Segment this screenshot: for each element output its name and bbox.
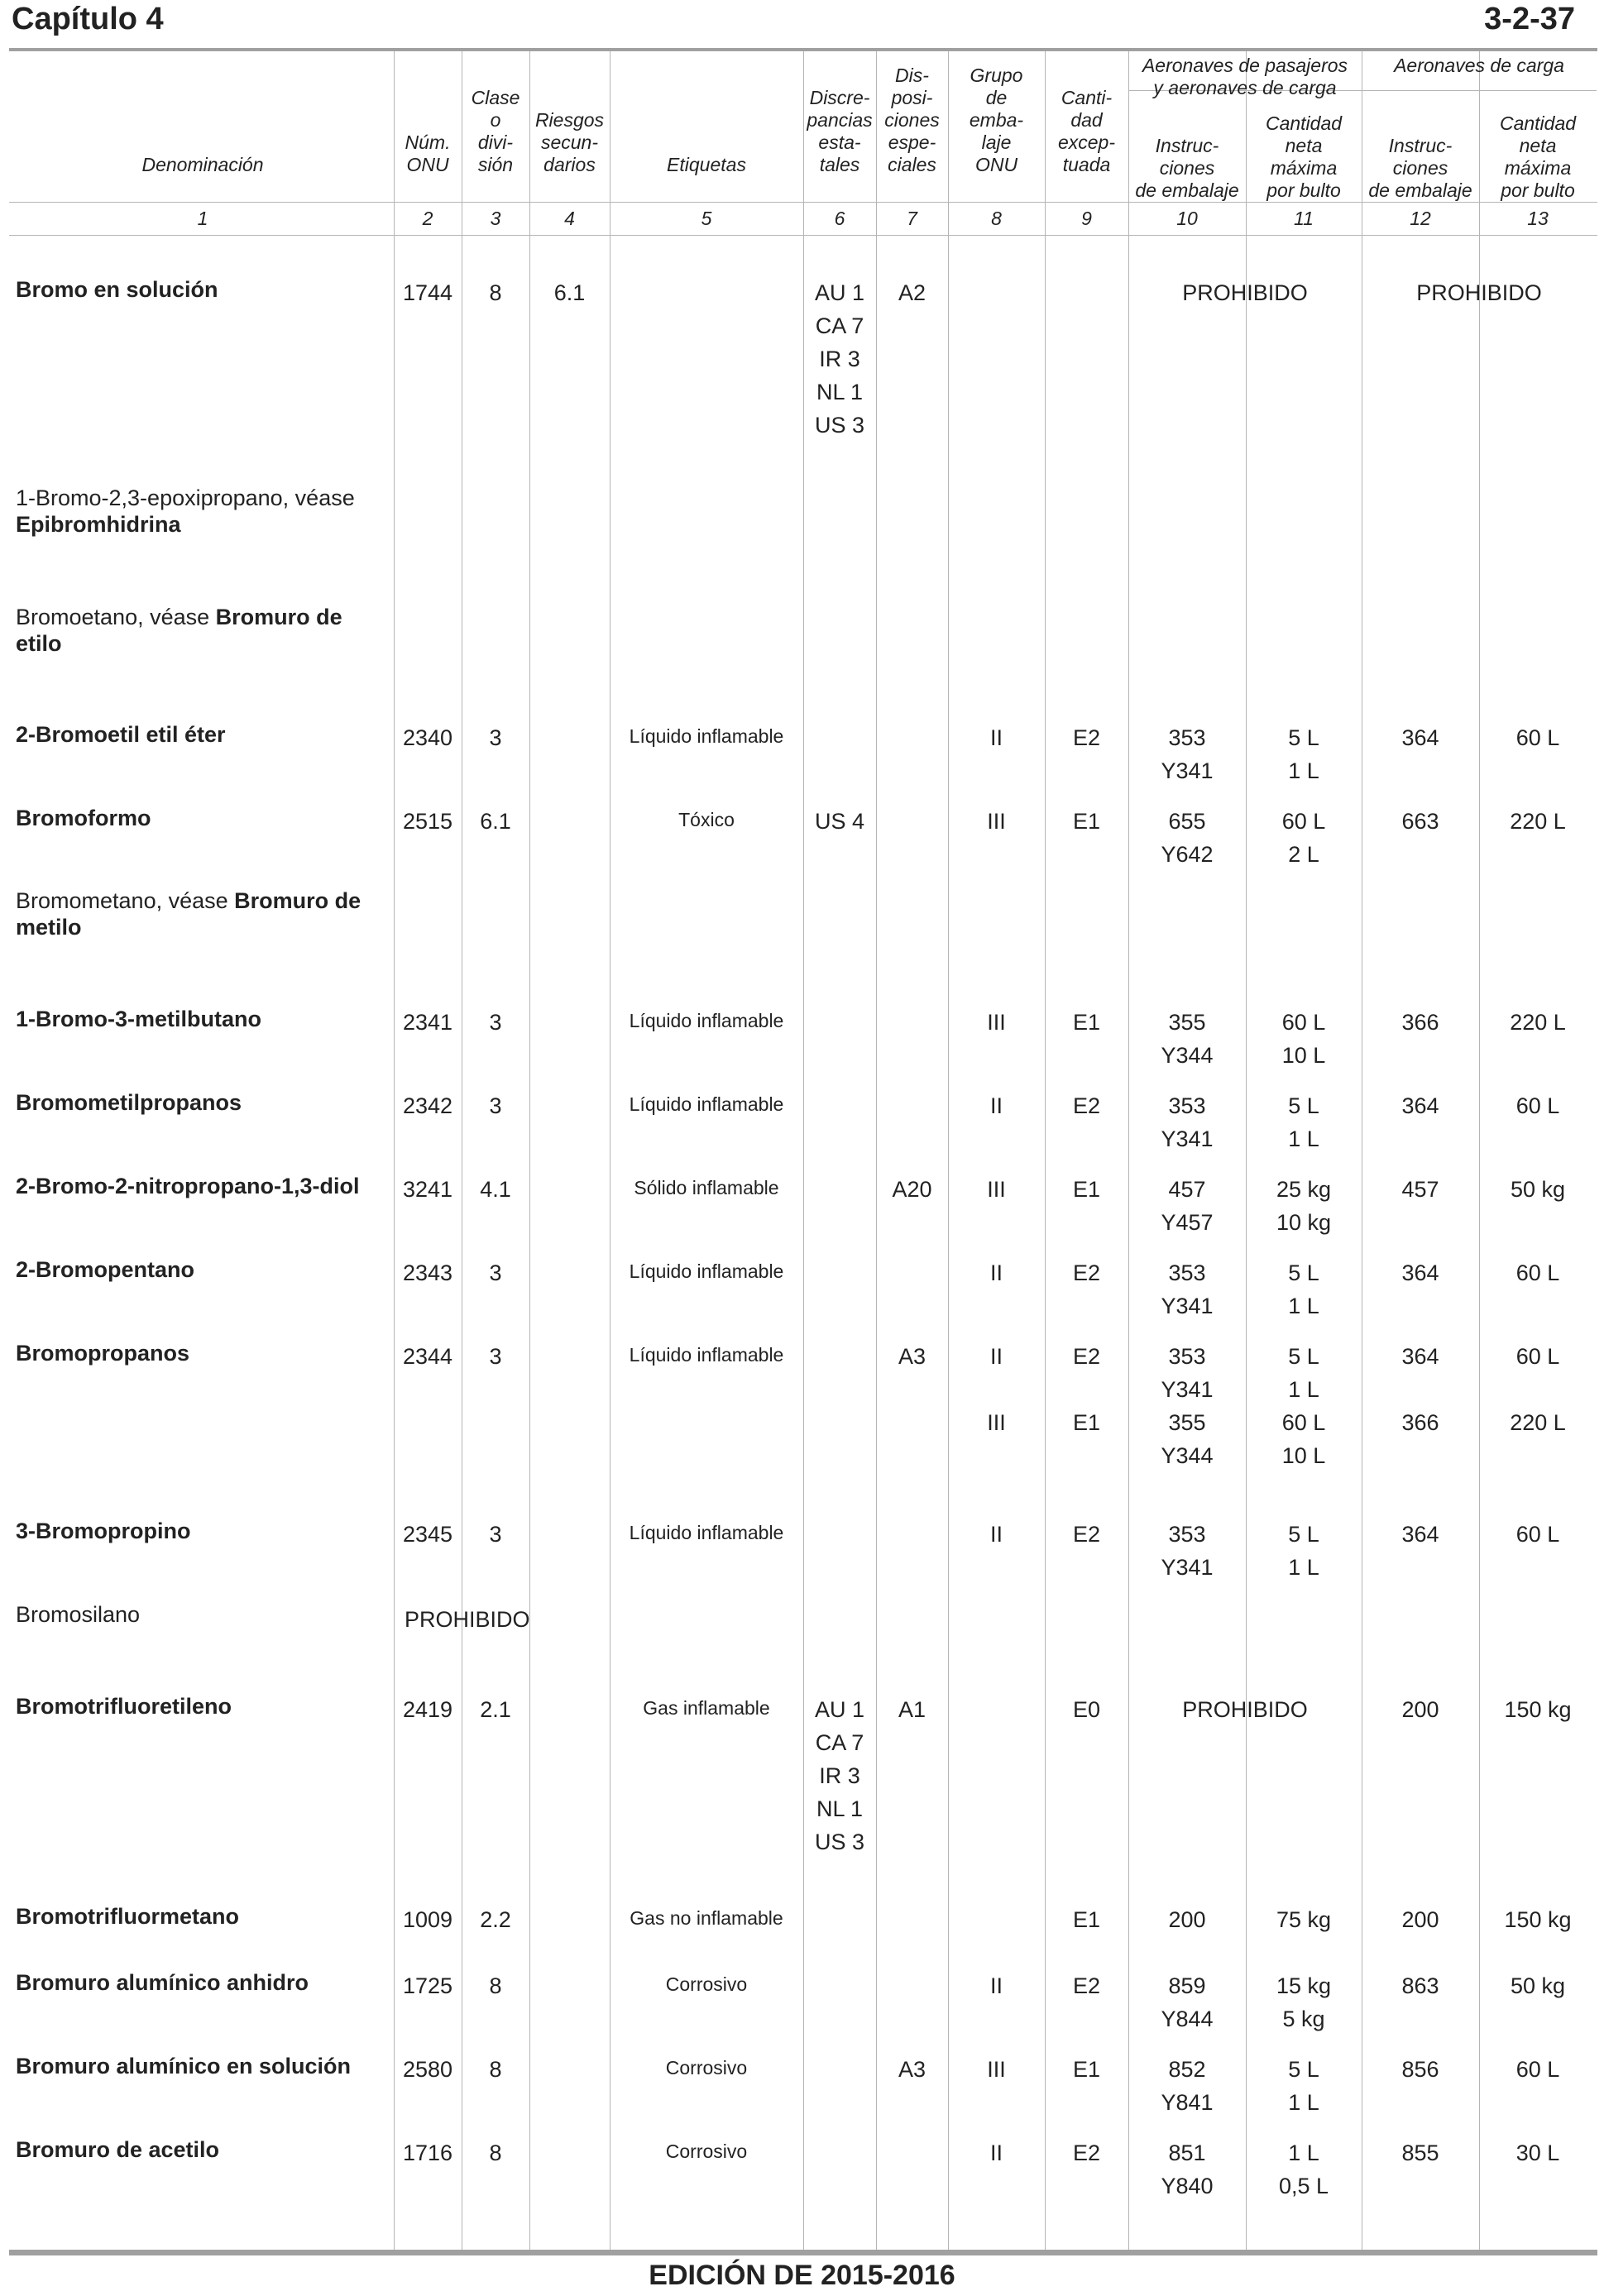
page-number: 3-2-37: [1484, 2, 1575, 36]
cross-reference: 1-Bromo-2,3-epoxipropano, véase Epibromhidrina: [16, 486, 355, 537]
col-header-carga-group: Aeronaves de carga: [1394, 55, 1564, 76]
col-header-cantidad-exceptuada: Canti- dad excep- tuada: [1057, 87, 1116, 175]
col-header-instrucciones-carga: Instruc- ciones de embalaje: [1368, 135, 1472, 201]
cross-reference: Bromoetano, véase Bromuro de etilo: [16, 605, 342, 656]
chapter-title: Capítulo 4: [12, 2, 164, 36]
col-header-grupo: Grupo de emba- laje ONU: [969, 65, 1024, 175]
col-header-clase: Clase o divi- sión: [471, 87, 520, 175]
edition-footer: EDICIÓN DE 2015-2016: [649, 2260, 955, 2291]
col-header-disposiciones: Dis- posi- ciones espe- ciales: [884, 65, 940, 175]
col-header-pasajeros-group: Aeronaves de pasajeros y aeronaves de carga: [1142, 55, 1348, 98]
bottom-rule: [9, 2250, 1597, 2255]
cross-reference: Bromometano, véase Bromuro de metilo: [16, 888, 361, 940]
col-header-cantidad-pax: Cantidad neta máxima por bulto: [1265, 112, 1343, 201]
col-header-riesgos: Riesgos secun- darios: [534, 109, 605, 175]
col-header-num-onu: Núm. ONU: [405, 132, 451, 175]
col-header-instrucciones-pax: Instruc- ciones de embalaje: [1135, 135, 1239, 201]
col-header-etiquetas: Etiquetas: [667, 154, 746, 175]
col-header-denominacion: Denominación: [141, 154, 264, 175]
col-header-cantidad-carga: Cantidad neta máxima por bulto: [1499, 112, 1577, 201]
col-header-discrepancias: Discre- pancias esta- tales: [807, 87, 873, 175]
